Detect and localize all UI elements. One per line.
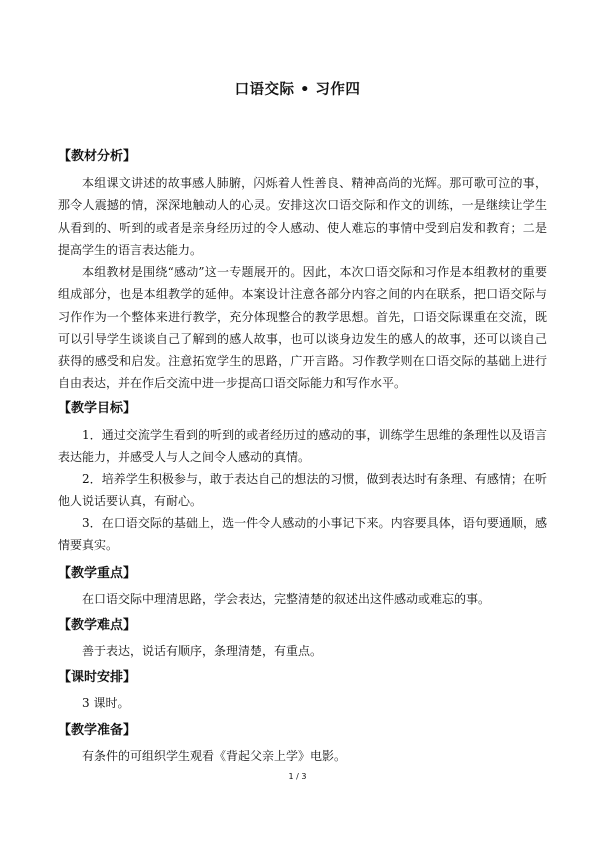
document-title: 口语交际 • 习作四 [234,82,361,98]
section-heading-key-points: 【教学重点】 [58,566,137,581]
section-heading-difficulties: 【教学难点】 [58,618,137,633]
difficulties-text: 善于表达，说话有顺序，条理清楚，有重点。 [82,644,323,658]
page-number: 1 / 3 [288,772,307,781]
teaching-goal-item-3: 3．在口语交际的基础上，选一件令人感动的小事记下来。内容要具体，语句要通顺，感情要真实。 [58,516,547,553]
section-heading-preparation: 【教学准备】 [58,723,137,738]
teaching-goal-item-1: 1．通过交流学生看到的听到的或者经历过的感动的事，训练学生思维的条理性以及语言表达能力，并感受人与人之间令人感动的真情。 [58,428,547,465]
material-analysis-paragraph-1: 本组课文讲述的故事感人肺腑，闪烁着人性善良、精神高尚的光辉。那可歌可泣的事，那令人震撼的情，深深地触动人的心灵。安排这次口语交际和作文的训练，一是继续让学生从看到的、听到的或者是亲身经历过的令人感动、使人难忘的事情中受到启发和教育；二是提高学生的语言表达能力。 [58,176,547,257]
material-analysis-paragraph-2: 本组教材是围绕“感动”这一专题展开的。因此，本次口语交际和习作是本组教材的重要组成部分，也是本组教学的延伸。本案设计注意各部分内容之间的内在联系，把口语交际与习作作为一个整体来进行教学，充分体现整合的教学思想。首先，口语交际课重在交流，既可以引导学生谈谈自己了解到的感人故事，也可以谈身边发生的感人的故事，还可以谈自己获得的感受和启发。注意拓宽学生的思路，广开言路。习作教学则在口语交际的基础上进行自由表达，并在作后交流中进一步提高口语交际能力和写作水平。 [58,265,547,391]
section-heading-material-analysis: 【教材分析】 [58,149,137,164]
preparation-text: 有条件的可组织学生观看《背起父亲上学》电影。 [82,749,347,763]
section-heading-schedule: 【课时安排】 [58,670,137,685]
section-heading-teaching-goals: 【教学目标】 [58,401,137,416]
key-points-text: 在口语交际中理清思路，学会表达，完整清楚的叙述出这件感动或难忘的事。 [82,592,491,606]
teaching-goal-item-2: 2．培养学生积极参与，敢于表达自己的想法的习惯，做到表达时有条理、有感情；在听他人说话要认真，有耐心。 [58,472,547,509]
schedule-text: 3 课时。 [82,696,130,710]
